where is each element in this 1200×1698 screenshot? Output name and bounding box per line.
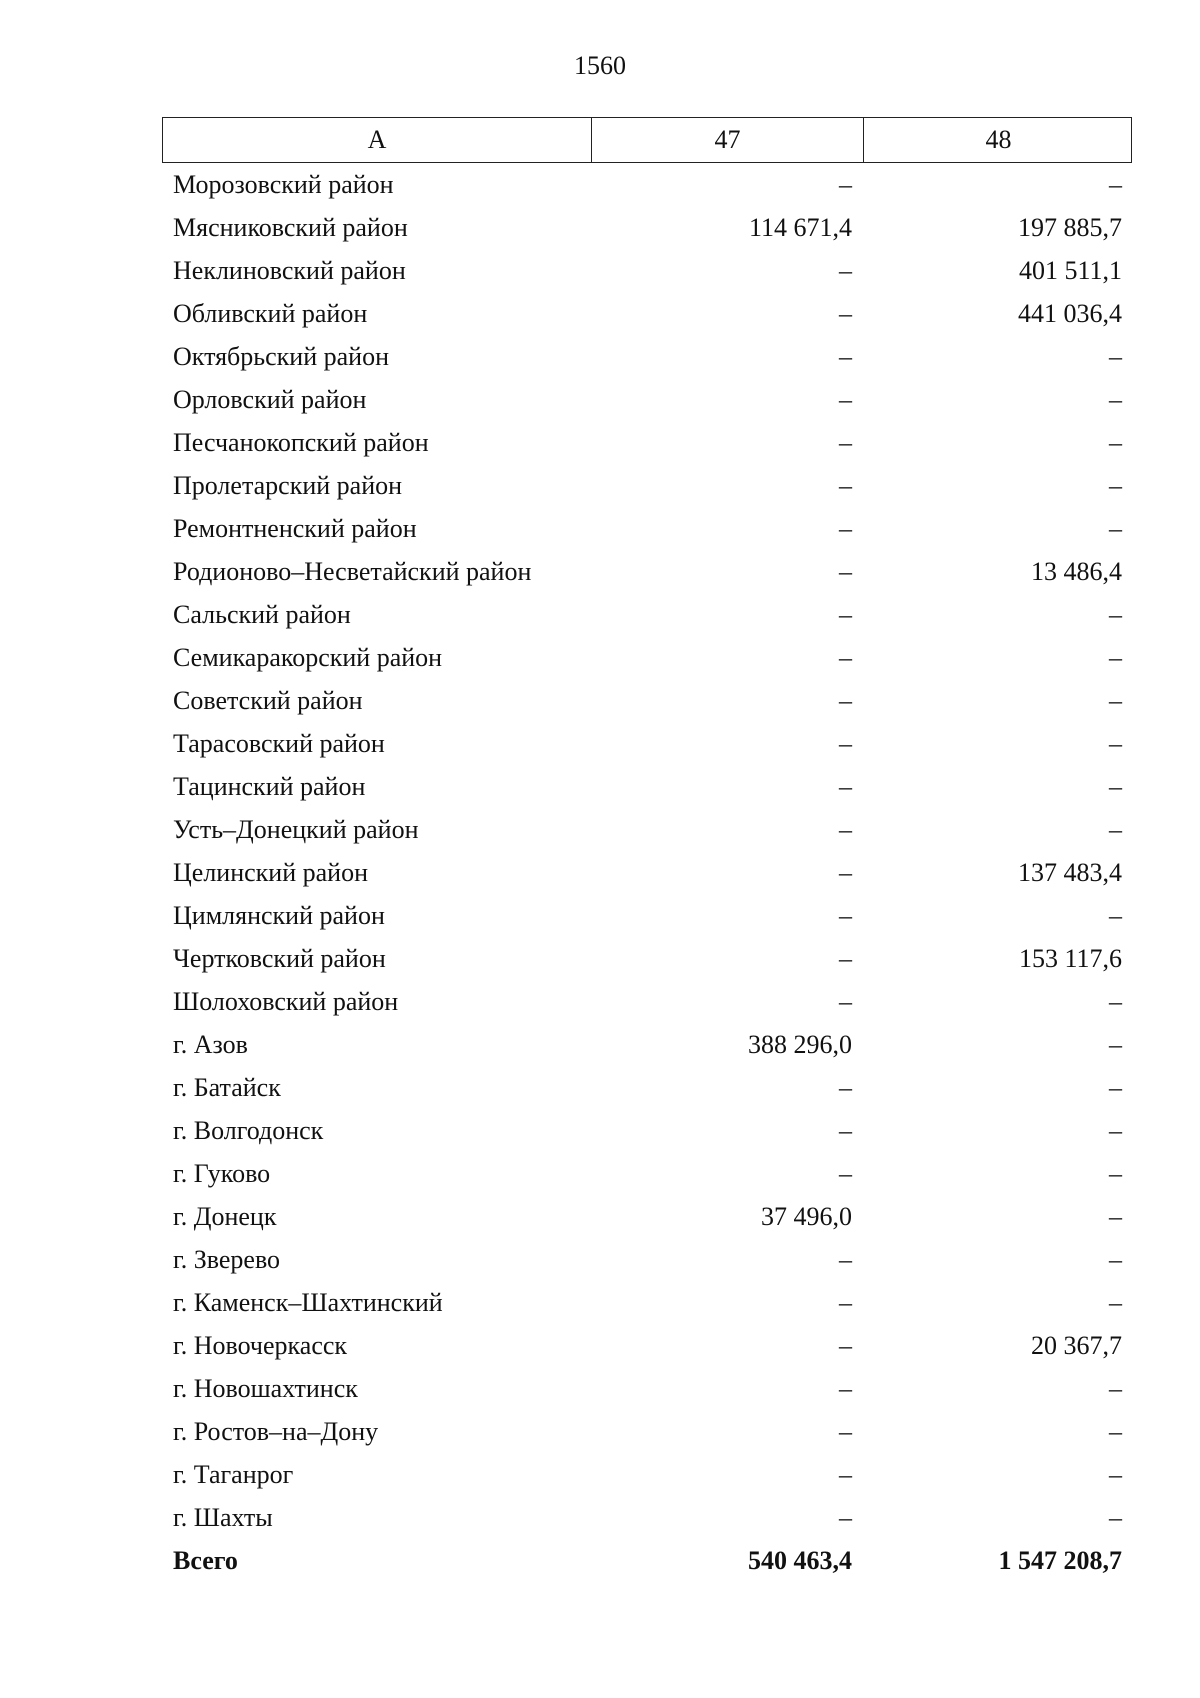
row-name-cell: г. Ростов–на–Дону [173, 1416, 379, 1446]
table-total-row [162, 1539, 1132, 1582]
row-value-48-cell: – [1109, 1158, 1122, 1188]
row-value-47-cell: – [839, 599, 852, 629]
row-value-47-cell: – [839, 1287, 852, 1317]
row-value-47-cell: – [839, 986, 852, 1016]
table-row [162, 163, 1132, 206]
row-name-cell: г. Каменск–Шахтинский [173, 1287, 443, 1317]
row-name-cell: Пролетарский район [173, 470, 403, 500]
total-value-47: 540 463,4 [748, 1545, 852, 1575]
row-value-47-cell: – [839, 857, 852, 887]
row-name-cell: Целинский район [173, 857, 368, 887]
row-value-47-cell: – [839, 513, 852, 543]
row-name-cell: г. Донецк [173, 1201, 277, 1231]
row-name-cell: г. Новочеркасск [173, 1330, 348, 1360]
table-row [162, 550, 1132, 593]
row-name-cell: г. Гуково [173, 1158, 271, 1188]
row-value-48-cell: – [1109, 900, 1122, 930]
row-value-48-cell: – [1109, 685, 1122, 715]
row-name-cell: Чертковский район [173, 943, 386, 973]
row-value-48-cell: 137 483,4 [1018, 857, 1122, 887]
row-name-cell: Семикаракорский район [173, 642, 443, 672]
row-value-48-cell: – [1109, 1287, 1122, 1317]
row-value-47-cell: – [839, 1244, 852, 1274]
row-name-cell: Октябрьский район [173, 341, 389, 371]
row-name-cell: г. Азов [173, 1029, 248, 1059]
row-value-47-cell: – [839, 1373, 852, 1403]
row-name-cell: Шолоховский район [173, 986, 399, 1016]
row-value-48-cell: – [1109, 169, 1122, 199]
table-row [162, 335, 1132, 378]
row-value-47-cell: – [839, 470, 852, 500]
row-name-cell: г. Зверево [173, 1244, 281, 1274]
row-value-47-cell: – [839, 642, 852, 672]
row-name-cell: Морозовский район [173, 169, 394, 199]
table-row [162, 1152, 1132, 1195]
row-name-cell: г. Волгодонск [173, 1115, 324, 1145]
table-row [162, 1195, 1132, 1238]
row-name-cell: Тацинский район [173, 771, 366, 801]
row-value-47-cell: – [839, 1416, 852, 1446]
table-row [162, 1367, 1132, 1410]
table-row [162, 1453, 1132, 1496]
row-value-48-cell: – [1109, 1244, 1122, 1274]
total-value-48: 1 547 208,7 [998, 1545, 1122, 1575]
row-value-47-cell: – [839, 685, 852, 715]
row-value-47-cell: – [839, 1502, 852, 1532]
row-value-48-cell: – [1109, 642, 1122, 672]
table-row [162, 421, 1132, 464]
row-value-47-cell: – [839, 169, 852, 199]
table-row [162, 507, 1132, 550]
table-row [162, 722, 1132, 765]
row-value-47-cell: – [839, 1330, 852, 1360]
table-row [162, 206, 1132, 249]
table-row [162, 894, 1132, 937]
row-value-47-cell: 37 496,0 [761, 1201, 852, 1231]
row-value-48-cell: – [1109, 1029, 1122, 1059]
row-value-47-cell: – [839, 341, 852, 371]
row-name-cell: Неклиновский район [173, 255, 406, 285]
row-value-48-cell: – [1109, 513, 1122, 543]
row-value-48-cell: 153 117,6 [1018, 943, 1122, 973]
row-name-cell: Усть–Донецкий район [173, 814, 419, 844]
header-cell-48: 48 [863, 118, 1133, 162]
table-row [162, 464, 1132, 507]
row-value-48-cell: – [1109, 814, 1122, 844]
row-value-48-cell: – [1109, 771, 1122, 801]
row-value-47-cell: – [839, 1072, 852, 1102]
table-row [162, 808, 1132, 851]
table-row [162, 937, 1132, 980]
header-cell-47: 47 [591, 118, 863, 162]
table-row [162, 1281, 1132, 1324]
table-row [162, 378, 1132, 421]
row-value-48-cell: – [1109, 1072, 1122, 1102]
row-value-48-cell: 441 036,4 [1018, 298, 1122, 328]
table-row [162, 636, 1132, 679]
row-value-47-cell: – [839, 384, 852, 414]
row-name-cell: г. Шахты [173, 1502, 273, 1532]
row-name-cell: Песчанокопский район [173, 427, 429, 457]
row-name-cell: г. Батайск [173, 1072, 281, 1102]
table-row [162, 1496, 1132, 1539]
table-row [162, 1238, 1132, 1281]
page-number: 1560 [574, 51, 626, 80]
data-table [162, 117, 1132, 1582]
row-value-48-cell: – [1109, 599, 1122, 629]
table-body [162, 163, 1132, 1539]
table-row [162, 292, 1132, 335]
row-name-cell: Тарасовский район [173, 728, 385, 758]
row-value-48-cell: – [1109, 427, 1122, 457]
row-name-cell: г. Новошахтинск [173, 1373, 358, 1403]
table-row [162, 1324, 1132, 1367]
table-row [162, 249, 1132, 292]
row-value-48-cell: – [1109, 1416, 1122, 1446]
row-value-47-cell: – [839, 255, 852, 285]
row-value-47-cell: – [839, 556, 852, 586]
table-row [162, 765, 1132, 808]
table-row [162, 980, 1132, 1023]
row-value-48-cell: 20 367,7 [1031, 1330, 1122, 1360]
row-value-48-cell: 197 885,7 [1018, 212, 1122, 242]
header-cell-a: А [367, 125, 387, 154]
row-name-cell: Родионово–Несветайский район [173, 556, 532, 586]
row-name-cell: Обливский район [173, 298, 368, 328]
row-value-47-cell: – [839, 728, 852, 758]
table-row [162, 593, 1132, 636]
total-label: Всего [173, 1545, 238, 1575]
row-value-48-cell: 13 486,4 [1031, 556, 1122, 586]
row-name-cell: Ремонтненский район [173, 513, 417, 543]
row-value-47-cell: – [839, 1459, 852, 1489]
row-value-48-cell: – [1109, 1201, 1122, 1231]
table-header [162, 117, 1132, 163]
row-name-cell: Цимлянский район [173, 900, 385, 930]
table-row [162, 1410, 1132, 1453]
row-value-47-cell: 388 296,0 [748, 1029, 852, 1059]
row-value-47-cell: – [839, 771, 852, 801]
row-value-47-cell: – [839, 298, 852, 328]
table-row [162, 1023, 1132, 1066]
row-value-48-cell: – [1109, 986, 1122, 1016]
row-value-47-cell: – [839, 900, 852, 930]
row-name-cell: Сальский район [173, 599, 351, 629]
row-value-48-cell: – [1109, 470, 1122, 500]
row-value-47-cell: – [839, 814, 852, 844]
row-value-48-cell: – [1109, 1115, 1122, 1145]
row-value-48-cell: – [1109, 384, 1122, 414]
row-name-cell: Советский район [173, 685, 363, 715]
table-row [162, 1066, 1132, 1109]
row-value-48-cell: 401 511,1 [1018, 255, 1122, 285]
table-row [162, 679, 1132, 722]
row-value-47-cell: 114 671,4 [748, 212, 852, 242]
row-value-48-cell: – [1109, 1459, 1122, 1489]
row-value-47-cell: – [839, 943, 852, 973]
row-value-47-cell: – [839, 427, 852, 457]
table-row [162, 1109, 1132, 1152]
row-value-48-cell: – [1109, 1502, 1122, 1532]
row-value-48-cell: – [1109, 728, 1122, 758]
row-value-47-cell: – [839, 1115, 852, 1145]
table-row [162, 851, 1132, 894]
row-name-cell: Мясниковский район [173, 212, 408, 242]
row-value-47-cell: – [839, 1158, 852, 1188]
row-value-48-cell: – [1109, 341, 1122, 371]
row-name-cell: Орловский район [173, 384, 367, 414]
row-name-cell: г. Таганрог [173, 1459, 294, 1489]
row-value-48-cell: – [1109, 1373, 1122, 1403]
